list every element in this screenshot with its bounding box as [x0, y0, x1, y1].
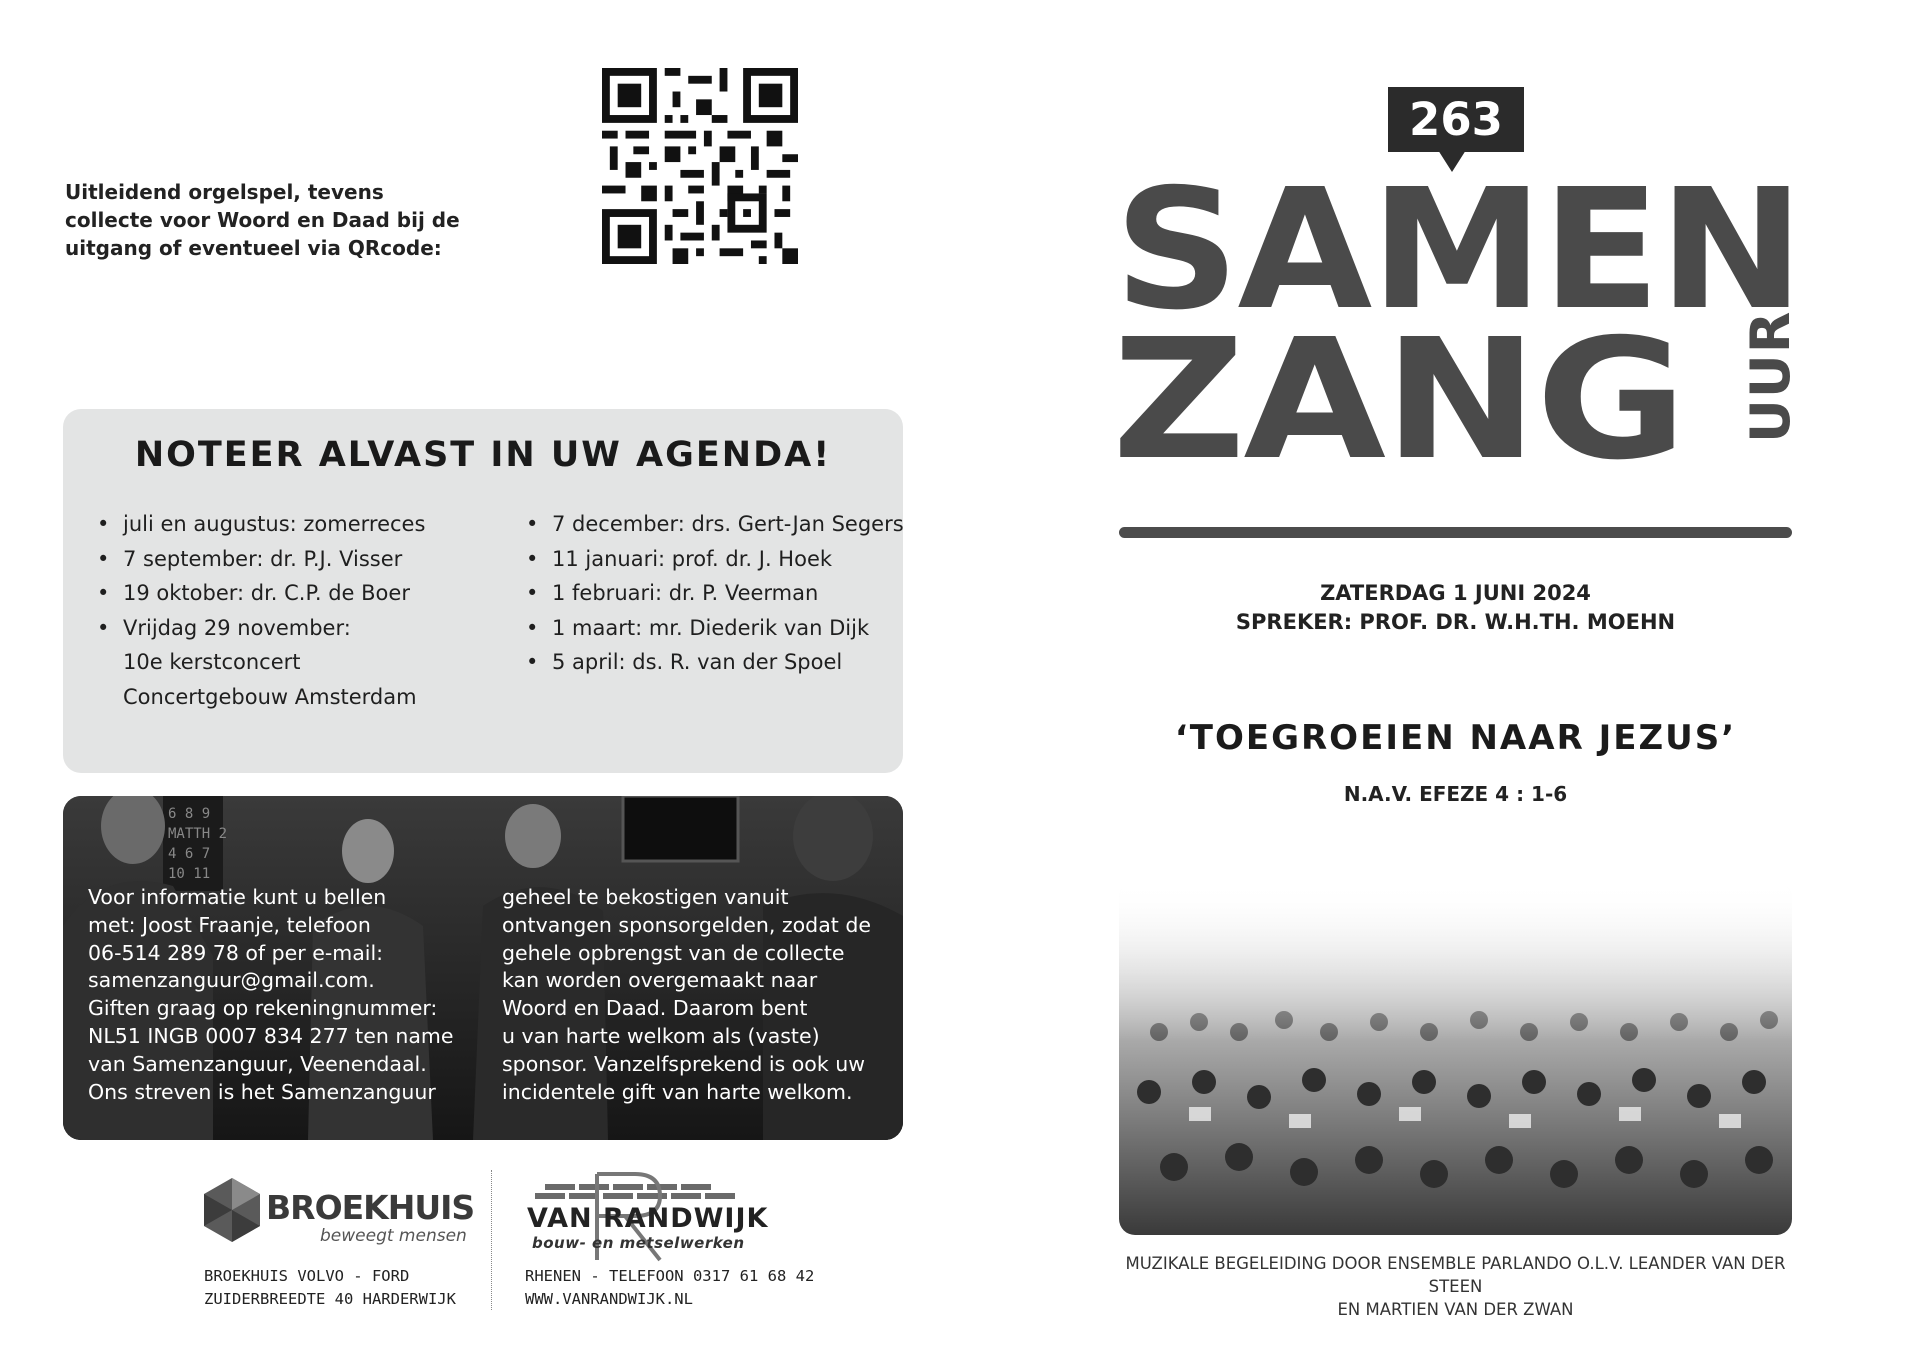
agenda-box [63, 409, 903, 773]
issue-number-badge: 263 [1388, 87, 1524, 152]
agenda-item: • 19 oktober: dr. C.P. de Boer [95, 576, 455, 611]
van-randwijk-address [525, 1265, 814, 1311]
logo-word-samen: SAMEN [1114, 154, 1803, 347]
logo-word-uur: UUR [1739, 310, 1802, 443]
broekhuis-slogan: beweegt mensen [320, 1226, 467, 1246]
music-credits-line: MUZIKALE BEGELEIDING DOOR ENSEMBLE PARLANDO O.L.V. LEANDER VAN DER STEEN [1125, 1254, 1786, 1296]
agenda-title: NOTEER ALVAST IN UW AGENDA! [134, 435, 832, 475]
svg-text:10 11: 10 11 [168, 866, 211, 882]
agenda-list-left [95, 507, 455, 714]
agenda-item: • 1 februari: dr. P. Veerman [524, 576, 904, 611]
van-randwijk-logo-text: VAN RANDWIJK [527, 1203, 769, 1234]
info-line: kan worden overgemaakt naar [502, 968, 818, 993]
info-text-right [502, 884, 887, 1106]
scripture-reference: N.A.V. EFEZE 4 : 1-6 [1343, 782, 1568, 806]
info-box [63, 796, 903, 1140]
svg-text:4 6 7: 4 6 7 [168, 846, 211, 862]
info-line: incidentele gift van harte welkom. [502, 1079, 853, 1104]
info-line: Woord en Daad. Daarom bent [502, 996, 808, 1021]
info-text-left [88, 884, 458, 1106]
van-randwijk-subtitle: bouw- en metselwerken [532, 1234, 745, 1252]
broekhuis-logo-text: BROEKHUIS [266, 1188, 475, 1227]
music-credits-line: EN MARTIEN VAN DER ZWAN [1337, 1300, 1574, 1319]
agenda-list-right [524, 507, 904, 680]
info-line: 06-514 289 78 of per e-mail: [88, 940, 384, 965]
info-line: met: Joost Fraanje, telefoon [88, 912, 371, 937]
agenda-item-continuation: Concertgebouw Amsterdam [123, 684, 417, 709]
address-line: RHENEN - TELEFOON 0317 61 68 42 [525, 1267, 815, 1285]
info-line: gehele opbrengst van de collecte [502, 940, 845, 965]
address-line: BROEKHUIS VOLVO - FORD [204, 1267, 410, 1285]
svg-text:6 8 9: 6 8 9 [168, 806, 211, 822]
agenda-item: • 1 maart: mr. Diederik van Dijk [524, 611, 904, 646]
agenda-item: • Vrijdag 29 november: [95, 611, 455, 646]
agenda-item: • 7 december: drs. Gert-Jan Segers [524, 507, 904, 542]
agenda-item: • 11 januari: prof. dr. J. Hoek [524, 542, 904, 577]
agenda-item: • juli en augustus: zomerreces [95, 507, 455, 542]
info-line: Giften graag op rekeningnummer: [88, 996, 438, 1021]
collection-intro-text: Uitleidend orgelspel, tevens collecte voor Woord en Daad bij de uitgang of eventueel via QRcode: [65, 180, 460, 260]
info-line: sponsor. Vanzelfsprekend is ook uw [502, 1051, 865, 1076]
info-line: u van harte welkom als (vaste) [502, 1023, 820, 1048]
sermon-theme: ‘TOEGROEIEN NAAR JEZUS’ [1174, 718, 1737, 758]
qr-code[interactable] [602, 68, 798, 264]
info-line: NL51 INGB 0007 834 277 ten name [88, 1023, 454, 1048]
event-date: ZATERDAG 1 JUNI 2024 [1320, 581, 1591, 605]
agenda-item: • 7 september: dr. P.J. Visser [95, 542, 455, 577]
svg-text:MATTH 2: MATTH 2 [168, 826, 228, 842]
broekhuis-address [204, 1265, 456, 1311]
info-line: geheel te bekostigen vanuit [502, 885, 789, 909]
sponsor-divider [491, 1170, 492, 1310]
orchestra-choir-photo [1119, 882, 1792, 1235]
event-speaker: SPREKER: PROF. DR. W.H.TH. MOEHN [1235, 610, 1676, 634]
agenda-item: • 5 april: ds. R. van der Spoel [524, 645, 904, 680]
info-email[interactable]: samenzanguur@gmail.com. [88, 968, 375, 993]
agenda-item-continuation: 10e kerstconcert [123, 650, 301, 674]
info-line: ontvangen sponsorgelden, zodat de [502, 912, 871, 937]
title-divider [1119, 527, 1792, 538]
info-line: Ons streven is het Samenzanguur [88, 1079, 436, 1104]
info-line: van Samenzanguur, Veenendaal. [88, 1051, 427, 1076]
music-credits [1100, 1252, 1811, 1321]
website-link[interactable]: WWW.VANRANDWIJK.NL [525, 1290, 693, 1308]
address-line: ZUIDERBREEDTE 40 HARDERWIJK [204, 1290, 456, 1308]
logo-word-zang: ZANG [1112, 304, 1685, 497]
info-line: Voor informatie kunt u bellen [88, 885, 387, 909]
